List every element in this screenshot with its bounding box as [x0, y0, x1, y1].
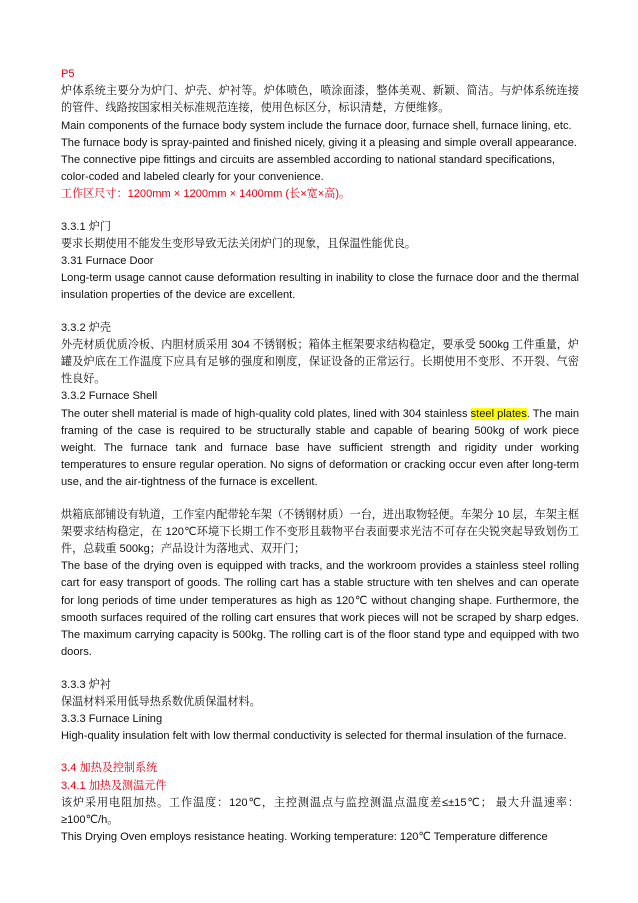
intro-english-paragraph: Main components of the furnace body system include the furnace door, furnace shell, furnace lining, etc. The furnace body is spray-painted and finished nicely, giving it a pleasing and simple overall appearance. The connective pipe fittings and circuits are assembled according to national standard specifications, color-coded and labeled clearly for your convenience.	[61, 119, 577, 184]
furnace-lining-heading-en: 3.3.3 Furnace Lining	[61, 712, 163, 725]
furnace-lining-chinese-text: 保温材料采用低导热系数优质保温材料。	[61, 695, 261, 708]
highlighted-steel-plates: steel plates	[470, 407, 527, 420]
furnace-shell-heading-en: 3.3.2 Furnace Shell	[61, 390, 158, 403]
spacer	[61, 204, 579, 219]
heating-english-text: This Drying Oven employs resistance heating. Working temperature: 120℃ Temperature difference	[61, 831, 548, 844]
furnace-door-chinese-text: 要求长期使用不能发生变形导致无法关闭炉门的现象，且保温性能优良。	[61, 237, 417, 250]
rolling-cart-chinese-text: 烘箱底部铺设有轨道，工作室内配带轮车架（不锈钢材质）一台，进出取物轻便。车架分 10 层，车架主框架要求结构稳定，在 120℃环境下长期工作不变形且载物平台表面要求光洁不可存在尖锐突起导致划伤工件，总载重 500kg；产品设计为落地式、双开门；	[61, 508, 579, 556]
furnace-door-heading-cn: 3.3.1 炉门	[61, 220, 111, 233]
furnace-door-heading-en: 3.31 Furnace Door	[61, 255, 154, 268]
intro-chinese-paragraph: 炉体系统主要分为炉门、炉壳、炉衬等。炉体喷色，喷涂面漆，整体美观、新颖、简洁。与炉体系统连接的管件、线路按国家相关标准规范连接，使用色标区分，标识清楚，方便维修。	[61, 85, 579, 115]
furnace-lining-english-text: High-quality insulation felt with low thermal conductivity is selected for thermal insulation of the furnace.	[61, 730, 567, 743]
furnace-shell-heading-cn: 3.3.2 炉壳	[61, 321, 111, 334]
furnace-door-english-text: Long-term usage cannot cause deformation resulting in inability to close the furnace door and the thermal insulation properties of the device are excellent.	[61, 272, 579, 302]
heating-control-heading: 3.4 加热及控制系统	[61, 762, 158, 775]
spacer	[61, 745, 579, 760]
heating-chinese-text: 该炉采用电阻加热。工作温度：120℃，主控测温点与监控测温点温度差≤±15℃； 最大升温速率：≥100℃/h。	[61, 796, 579, 826]
heating-elements-subheading: 3.4.1 加热及测温元件	[61, 779, 167, 792]
page-label: P5	[61, 68, 75, 80]
furnace-shell-chinese-text: 外壳材质优质冷板、内胆材质采用 304 不锈钢板；箱体主框架要求结构稳定，要承受 500kg 工件重量，炉罐及炉底在工作温度下应具有足够的强度和刚度，保证设备的正常运行。长期使用不变形、不开裂、气密性良好。	[61, 338, 579, 386]
spacer	[61, 492, 579, 507]
work-area-dimensions: 工作区尺寸：1200mm × 1200mm × 1400mm (长×宽×高)。	[61, 188, 351, 201]
spacer	[61, 662, 579, 677]
furnace-shell-text-part2: . The main framing of the case is required to be structurally stable and capable of bearing 500kg of work piece weight. The furnace tank and furnace base have sufficient strength and rigidity under working temperatures to ensure regular operation. No signs of deformation or cracking occur even after long-term use, and the air-tightness of the furnace is excellent.	[61, 407, 579, 489]
spacer	[61, 305, 579, 320]
furnace-shell-text-part1: The outer shell material is made of high-quality cold plates, lined with 304 stainless	[61, 407, 471, 420]
rolling-cart-english-text: The base of the drying oven is equipped with tracks, and the workroom provides a stainless steel rolling cart for easy transport of goods. The rolling cart has a stable structure with ten shelves and can operate for long periods of time under temperatures as high as 120℃ without changing shape. Furthermore, the smooth surfaces required of the rolling cart ensures that work pieces will not be scraped by sharp edges. The maximum carrying capacity is 500kg. The rolling cart is of the floor stand type and equipped with two doors.	[61, 560, 579, 659]
furnace-lining-heading-cn: 3.3.3 炉衬	[61, 678, 111, 691]
furnace-shell-english-text	[61, 406, 579, 492]
